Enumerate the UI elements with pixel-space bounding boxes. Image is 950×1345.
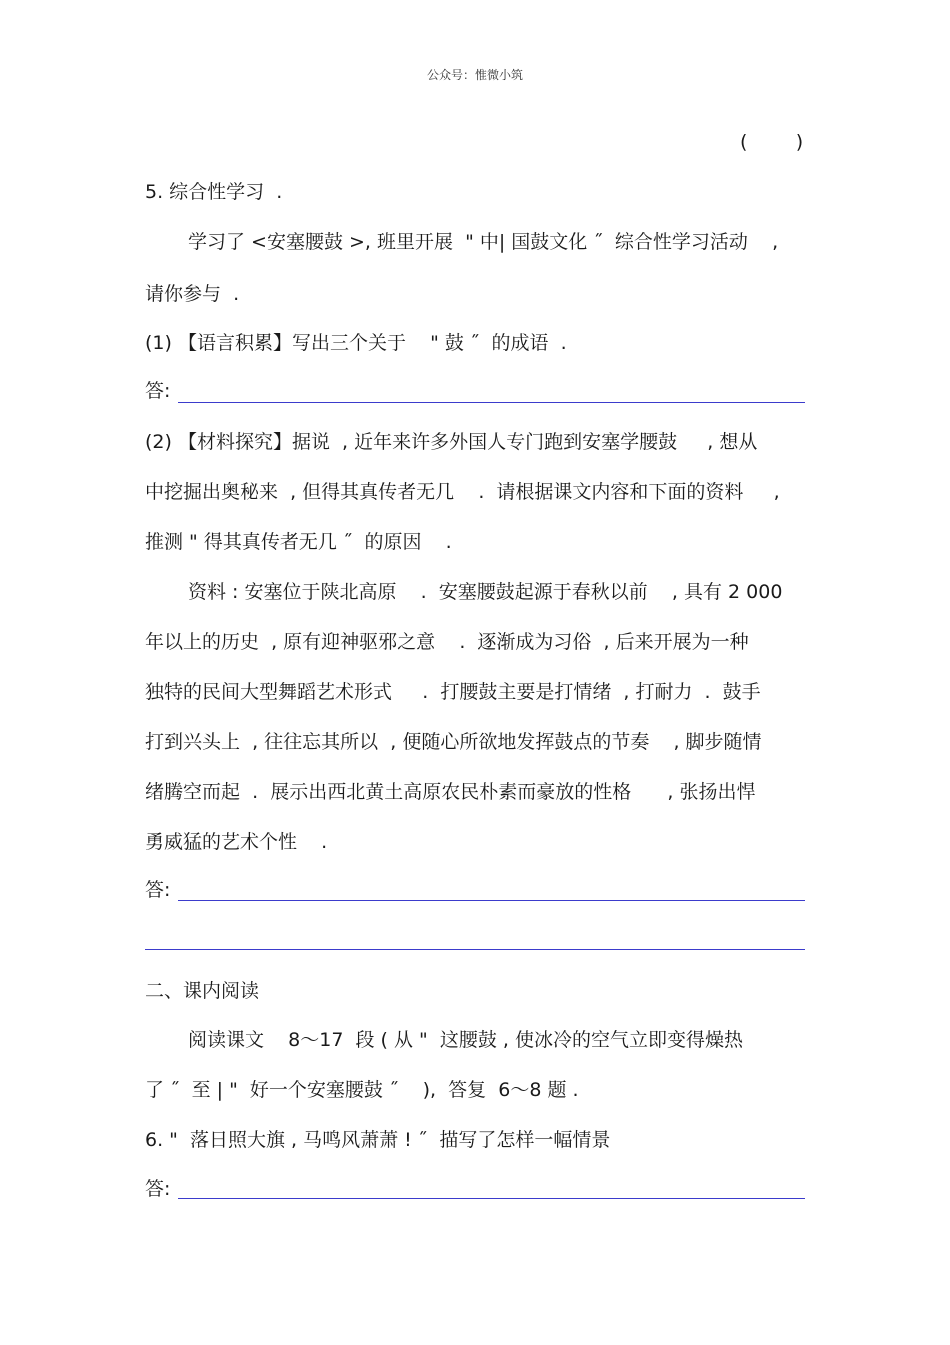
reading-instruction-line-1: 阅读课文 8～17 段 ( 从 " 这腰鼓 , 使冰冷的空气立即变得燥热 — [188, 1029, 743, 1051]
material-line-5: 绪腾空而起 . 展示出西北黄土高原农民朴素而豪放的性格 , 张扬出悍 — [145, 781, 756, 803]
answer-line-2[interactable] — [178, 900, 805, 901]
material-line-3: 独特的民间大型舞蹈艺术形式 . 打腰鼓主要是打情绪 , 打耐力 . 鼓手 — [145, 681, 761, 703]
question-5-part-2-line-3: 推测 " 得其真传者无几 ˝ 的原因 . — [145, 531, 452, 553]
answer-line-1[interactable] — [178, 402, 805, 403]
question-5-part-1: (1) 【语言积累】写出三个关于 " 鼓 ˝ 的成语 . — [145, 332, 567, 354]
question-6: 6. " 落日照大旗 , 马鸣风萧萧 ! ˝ 描写了怎样一幅情景 — [145, 1129, 611, 1151]
question-5-part-2-line-1: (2) 【材料探究】据说 , 近年来许多外国人专门跑到安塞学腰鼓 , 想从 — [145, 431, 758, 453]
answer-parentheses: ( ) — [740, 131, 804, 153]
page-header: 公众号：惟微小筑 — [426, 68, 523, 82]
answer-label-1: 答: — [145, 380, 171, 402]
answer-line-4[interactable] — [178, 1198, 805, 1199]
question-5-intro-line-1: 学习了 <安塞腰鼓 >, 班里开展 " 中| 国鼓文化 ˝ 综合性学习活动 , — [188, 231, 779, 253]
answer-label-2: 答: — [145, 879, 171, 901]
section-2-title: 二、课内阅读 — [145, 980, 260, 1002]
material-line-2: 年以上的历史 , 原有迎神驱邪之意 . 逐渐成为习俗 , 后来开展为一种 — [145, 631, 749, 653]
answer-line-3[interactable] — [145, 949, 805, 950]
material-line-1: 资料 : 安塞位于陕北高原 . 安塞腰鼓起源于春秋以前 , 具有 2 000 — [188, 581, 783, 603]
question-5-part-2-line-2: 中挖掘出奥秘来 , 但得其真传者无几 . 请根据课文内容和下面的资料 , — [145, 481, 780, 503]
question-5-title: 5. 综合性学习 . — [145, 181, 283, 203]
material-line-4: 打到兴头上 , 往往忘其所以 , 便随心所欲地发挥鼓点的节奏 , 脚步随情 — [145, 731, 762, 753]
reading-instruction-line-2: 了 ˝ 至 | " 好一个安塞腰鼓 ˝ ), 答复 6～8 题 . — [145, 1079, 579, 1101]
answer-label-3: 答: — [145, 1178, 171, 1200]
question-5-intro-line-2: 请你参与 . — [145, 283, 240, 305]
material-line-6: 勇威猛的艺术个性 . — [145, 831, 328, 853]
